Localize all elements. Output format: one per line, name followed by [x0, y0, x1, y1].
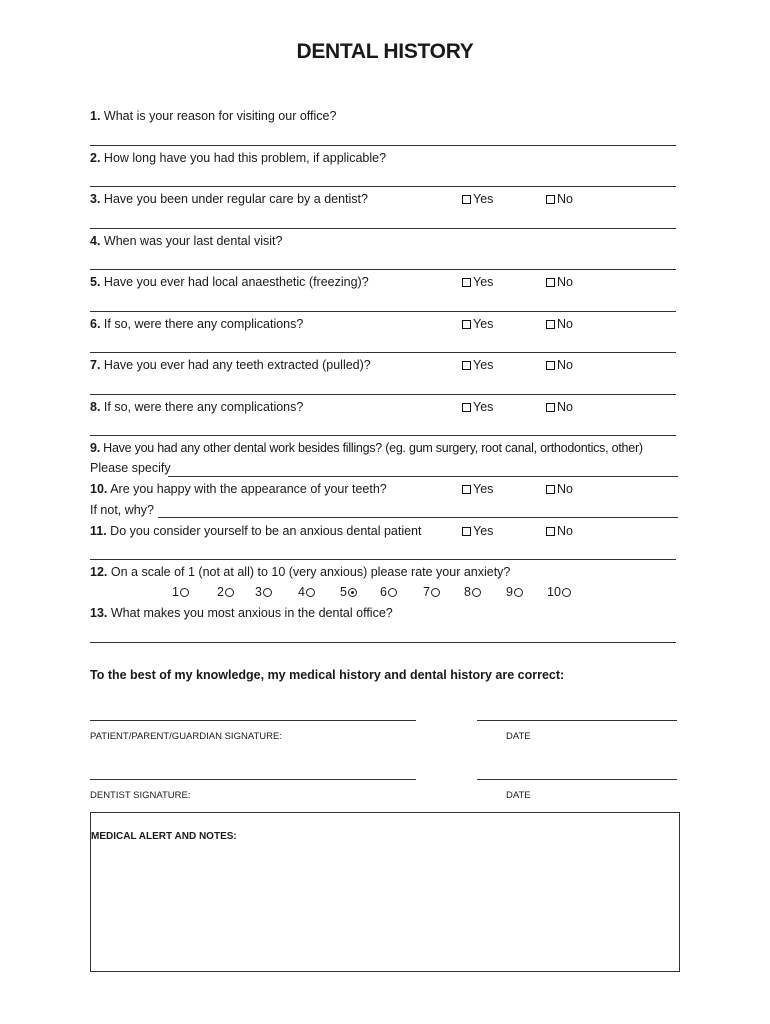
anxiety-option-label: 10	[547, 585, 561, 599]
checkbox-icon	[546, 195, 555, 204]
patient-date-line[interactable]	[477, 720, 677, 721]
dentist-signature-label: DENTIST SIGNATURE:	[90, 790, 191, 801]
question-number: 4.	[90, 234, 101, 248]
question-13	[90, 606, 393, 620]
yes-label: Yes	[473, 192, 494, 206]
checkbox-icon	[546, 485, 555, 494]
patient-signature-label: PATIENT/PARENT/GUARDIAN SIGNATURE:	[90, 731, 282, 742]
question-10	[90, 482, 387, 496]
question-1	[90, 109, 336, 123]
yes-label: Yes	[473, 317, 494, 331]
question-number: 1.	[90, 109, 101, 123]
dentist-date-label: DATE	[506, 790, 531, 801]
radio-icon	[263, 588, 272, 597]
q10-no-checkbox[interactable]	[546, 482, 573, 496]
q5-yes-checkbox[interactable]	[462, 275, 493, 289]
q7-no-checkbox[interactable]	[546, 358, 573, 372]
anxiety-option-5[interactable]	[340, 585, 357, 599]
no-label: No	[557, 482, 573, 496]
declaration-text: To the best of my knowledge, my medical history and dental history are correct:	[90, 668, 565, 682]
question-text: Have you ever had local anaesthetic (freezing)?	[103, 275, 369, 289]
radio-icon	[472, 588, 481, 597]
answer-line-6[interactable]	[90, 352, 676, 353]
yes-label: Yes	[473, 400, 494, 414]
anxiety-option-label: 4	[298, 585, 305, 599]
anxiety-option-label: 2	[217, 585, 224, 599]
anxiety-option-label: 1	[172, 585, 179, 599]
checkbox-icon	[462, 361, 471, 370]
q10-yes-checkbox[interactable]	[462, 482, 493, 496]
checkbox-icon	[462, 527, 471, 536]
no-label: No	[557, 192, 573, 206]
question-number: 2.	[90, 151, 101, 165]
anxiety-option-3[interactable]	[255, 585, 272, 599]
question-7	[90, 358, 371, 372]
question-3	[90, 192, 368, 206]
if-not-why-line[interactable]	[158, 517, 678, 518]
question-9	[90, 441, 643, 455]
patient-date-label: DATE	[506, 731, 531, 742]
q11-yes-checkbox[interactable]	[462, 524, 493, 538]
checkbox-icon	[546, 278, 555, 287]
question-number: 9.	[90, 441, 100, 455]
answer-line-5[interactable]	[90, 311, 676, 312]
question-text: Have you had any other dental work besides fillings? (eg. gum surgery, root canal, orthodontics, other)	[103, 441, 643, 455]
question-12	[90, 565, 510, 579]
radio-icon	[388, 588, 397, 597]
anxiety-option-10[interactable]	[547, 585, 571, 599]
anxiety-option-label: 3	[255, 585, 262, 599]
question-number: 13.	[90, 606, 108, 620]
checkbox-icon	[546, 361, 555, 370]
yes-label: Yes	[473, 275, 494, 289]
anxiety-option-label: 9	[506, 585, 513, 599]
anxiety-option-label: 5	[340, 585, 347, 599]
question-text: If so, were there any complications?	[103, 400, 304, 414]
question-text: What is your reason for visiting our office?	[103, 109, 337, 123]
checkbox-icon	[546, 403, 555, 412]
question-number: 7.	[90, 358, 101, 372]
answer-line-1[interactable]	[90, 145, 676, 146]
no-label: No	[557, 317, 573, 331]
q6-yes-checkbox[interactable]	[462, 317, 493, 331]
answer-line-13[interactable]	[90, 642, 676, 643]
please-specify-line[interactable]	[168, 476, 678, 477]
anxiety-option-6[interactable]	[380, 585, 397, 599]
anxiety-option-8[interactable]	[464, 585, 481, 599]
q11-no-checkbox[interactable]	[546, 524, 573, 538]
checkbox-icon	[462, 485, 471, 494]
checkbox-icon	[462, 320, 471, 329]
checkbox-icon	[462, 195, 471, 204]
q8-yes-checkbox[interactable]	[462, 400, 493, 414]
radio-icon	[225, 588, 234, 597]
q6-no-checkbox[interactable]	[546, 317, 573, 331]
anxiety-option-label: 8	[464, 585, 471, 599]
q3-no-checkbox[interactable]	[546, 192, 573, 206]
question-number: 10.	[90, 482, 108, 496]
question-4	[90, 234, 282, 248]
question-text: When was your last dental visit?	[103, 234, 283, 248]
question-text: If so, were there any complications?	[103, 317, 304, 331]
anxiety-option-label: 7	[423, 585, 430, 599]
checkbox-icon	[462, 278, 471, 287]
answer-line-3[interactable]	[90, 228, 676, 229]
answer-line-8[interactable]	[90, 435, 676, 436]
radio-icon	[180, 588, 189, 597]
anxiety-option-1[interactable]	[172, 585, 189, 599]
question-text: How long have you had this problem, if applicable?	[103, 151, 387, 165]
q8-no-checkbox[interactable]	[546, 400, 573, 414]
no-label: No	[557, 275, 573, 289]
question-number: 5.	[90, 275, 101, 289]
question-5	[90, 275, 369, 289]
question-2	[90, 151, 386, 165]
anxiety-option-4[interactable]	[298, 585, 315, 599]
checkbox-icon	[546, 527, 555, 536]
patient-signature-line[interactable]	[90, 720, 416, 721]
checkbox-icon	[462, 403, 471, 412]
question-text: Do you consider yourself to be an anxious dental patient	[110, 524, 422, 538]
dentist-date-line[interactable]	[477, 779, 677, 780]
question-text: Are you happy with the appearance of your teeth?	[110, 482, 387, 496]
question-text: On a scale of 1 (not at all) to 10 (very anxious) please rate your anxiety?	[110, 565, 511, 579]
question-8	[90, 400, 303, 414]
yes-label: Yes	[473, 482, 494, 496]
question-text: Have you ever had any teeth extracted (pulled)?	[103, 358, 371, 372]
dentist-signature-line[interactable]	[90, 779, 416, 780]
anxiety-option-label: 6	[380, 585, 387, 599]
yes-label: Yes	[473, 358, 494, 372]
checkbox-icon	[546, 320, 555, 329]
no-label: No	[557, 400, 573, 414]
answer-line-4[interactable]	[90, 269, 676, 270]
radio-icon	[514, 588, 523, 597]
question-number: 11.	[90, 524, 107, 538]
anxiety-option-9[interactable]	[506, 585, 523, 599]
question-text: What makes you most anxious in the dental office?	[110, 606, 393, 620]
q5-no-checkbox[interactable]	[546, 275, 573, 289]
anxiety-option-2[interactable]	[217, 585, 234, 599]
question-number: 12.	[90, 565, 108, 579]
no-label: No	[557, 524, 573, 538]
q3-yes-checkbox[interactable]	[462, 192, 493, 206]
question-6	[90, 317, 303, 331]
question-number: 6.	[90, 317, 101, 331]
medical-alert-notes-box[interactable]	[90, 812, 680, 972]
answer-line-2[interactable]	[90, 186, 676, 187]
radio-icon	[562, 588, 571, 597]
please-specify-label: Please specify	[90, 461, 171, 475]
q7-yes-checkbox[interactable]	[462, 358, 493, 372]
no-label: No	[557, 358, 573, 372]
page-title: DENTAL HISTORY	[296, 40, 474, 63]
question-text: Have you been under regular care by a dentist?	[103, 192, 368, 206]
medical-alert-notes-label: MEDICAL ALERT AND NOTES:	[91, 831, 237, 842]
radio-icon	[348, 588, 357, 597]
yes-label: Yes	[473, 524, 494, 538]
answer-line-11[interactable]	[90, 559, 676, 560]
anxiety-option-7[interactable]	[423, 585, 440, 599]
radio-icon	[431, 588, 440, 597]
question-number: 8.	[90, 400, 101, 414]
radio-icon	[306, 588, 315, 597]
if-not-why-label: If not, why?	[90, 503, 154, 517]
question-11	[90, 524, 421, 538]
question-number: 3.	[90, 192, 101, 206]
answer-line-7[interactable]	[90, 394, 676, 395]
